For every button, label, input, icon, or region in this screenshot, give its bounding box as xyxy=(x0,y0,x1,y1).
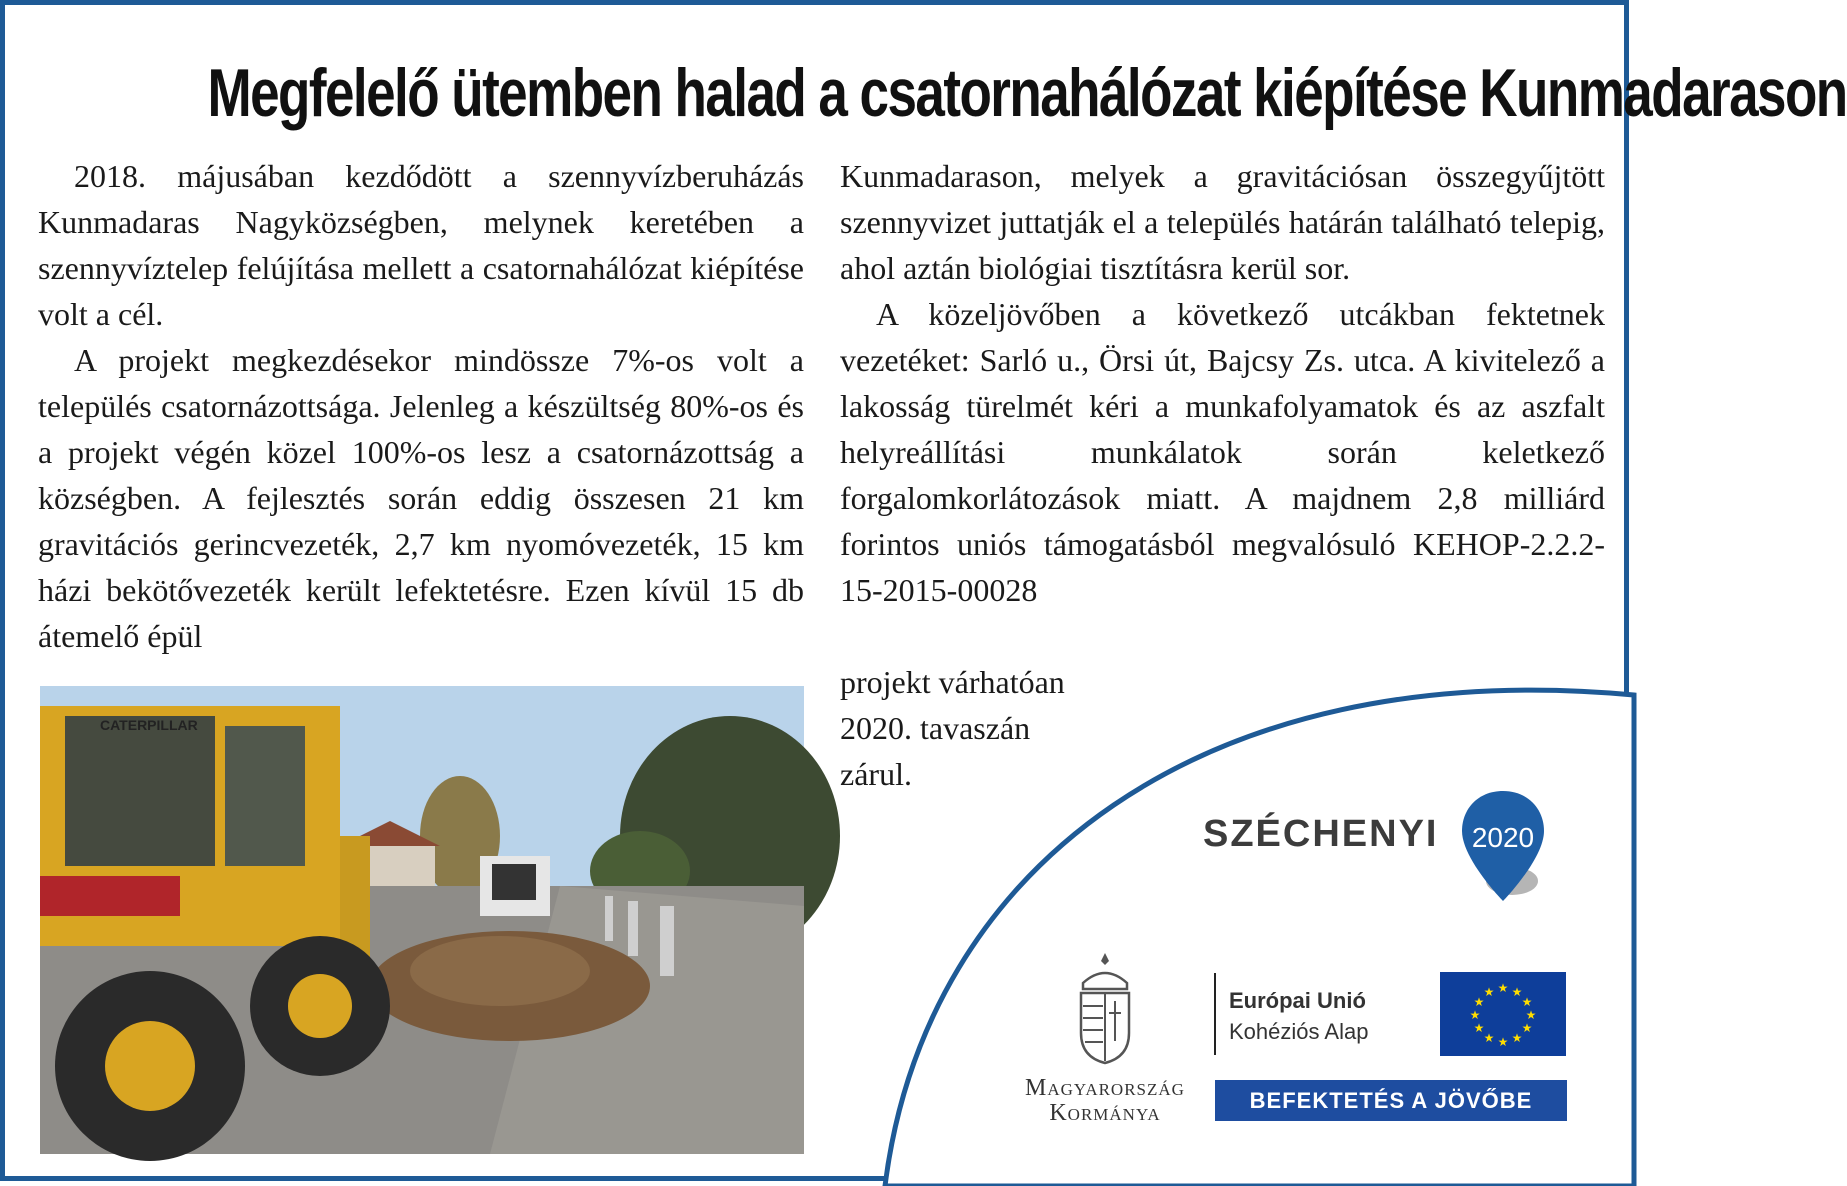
tail-line: projekt várhatóan xyxy=(840,664,1065,700)
svg-text:★: ★ xyxy=(1521,1021,1533,1035)
paragraph: Kunmadarason, melyek a gravitációsan összegyűjtött szennyvizet juttatják el a település határán található telepig, ahol aztán biológiai tisztításra kerül sor. xyxy=(840,158,1605,286)
eu-flag-icon xyxy=(1440,972,1566,1056)
machine-label: CATERPILLAR xyxy=(100,717,198,733)
slogan-banner: BEFEKTETÉS A JÖVŐBE xyxy=(1215,1080,1567,1121)
svg-text:★: ★ xyxy=(1473,1021,1485,1035)
construction-photo xyxy=(40,686,804,1154)
svg-text:★: ★ xyxy=(1483,985,1495,999)
svg-text:★: ★ xyxy=(1511,1031,1523,1045)
paragraph: A projekt megkezdésekor mindössze 7%-os volt a település csatornázottsága. Jelenleg a készültség 80%-os és a projekt végén közel 100%-os lesz a csatornázottság a községben. A fejlesztés során eddig összesen 21 km gravitációs gerincvezeték, 2,7 km nyomóvezeték, 15 km házi bekötővezeték került lefektetésre. Ezen kívül 15 db átemelő épül xyxy=(38,342,804,654)
paragraph: 2018. májusában kezdődött a szennyvízberuházás Kunmadaras Nagyközségben, melynek keretében a szennyvíztelep felújítása mellett a csatornahálózat kiépítése volt a cél. xyxy=(38,158,804,332)
right-column xyxy=(840,153,1605,613)
program-year: 2020 xyxy=(1471,822,1535,853)
svg-text:★: ★ xyxy=(1483,1031,1495,1045)
eu-fund-name: Kohéziós Alap xyxy=(1229,1019,1369,1044)
svg-text:★: ★ xyxy=(1521,995,1533,1009)
hungarian-coat-of-arms-icon xyxy=(1075,951,1135,1066)
eu-name: Európai Unió xyxy=(1229,988,1366,1013)
svg-text:★: ★ xyxy=(1511,985,1523,999)
tail-line: 2020. tavaszán xyxy=(840,710,1031,746)
paragraph: A közeljövőben a következő utcákban fektetnek vezetéket: Sarló u., Örsi út, Bajcsy Zs. utca. A kivitelező a lakosság türelmét kéri a munkafolyamatok és az aszfalt helyreállítási munkálatok során keletkező forgalomkorlátozások miatt. A majdnem 2,8 milliárd forintos uniós támogatásból megvalósuló KEHOP-2.2.2-15-2015-00028 xyxy=(840,296,1605,608)
szechenyi-wordmark: SZÉCHENYI xyxy=(1203,813,1439,855)
government-name-line1: Magyarország xyxy=(1025,1075,1185,1101)
svg-text:★: ★ xyxy=(1525,1008,1537,1022)
left-column xyxy=(38,153,804,659)
article-headline: Megfelelő ütemben halad a csatornahálózat kiépítése Kunmadarason xyxy=(207,55,1847,131)
svg-text:★: ★ xyxy=(1473,995,1485,1009)
svg-text:★: ★ xyxy=(1497,1035,1509,1049)
tail-line: zárul. xyxy=(840,756,912,792)
right-column-tail xyxy=(840,659,1065,797)
divider xyxy=(1214,973,1216,1055)
government-name-line2: Kormánya xyxy=(1049,1100,1161,1126)
svg-text:★: ★ xyxy=(1469,1008,1481,1022)
svg-text:★: ★ xyxy=(1497,981,1509,995)
